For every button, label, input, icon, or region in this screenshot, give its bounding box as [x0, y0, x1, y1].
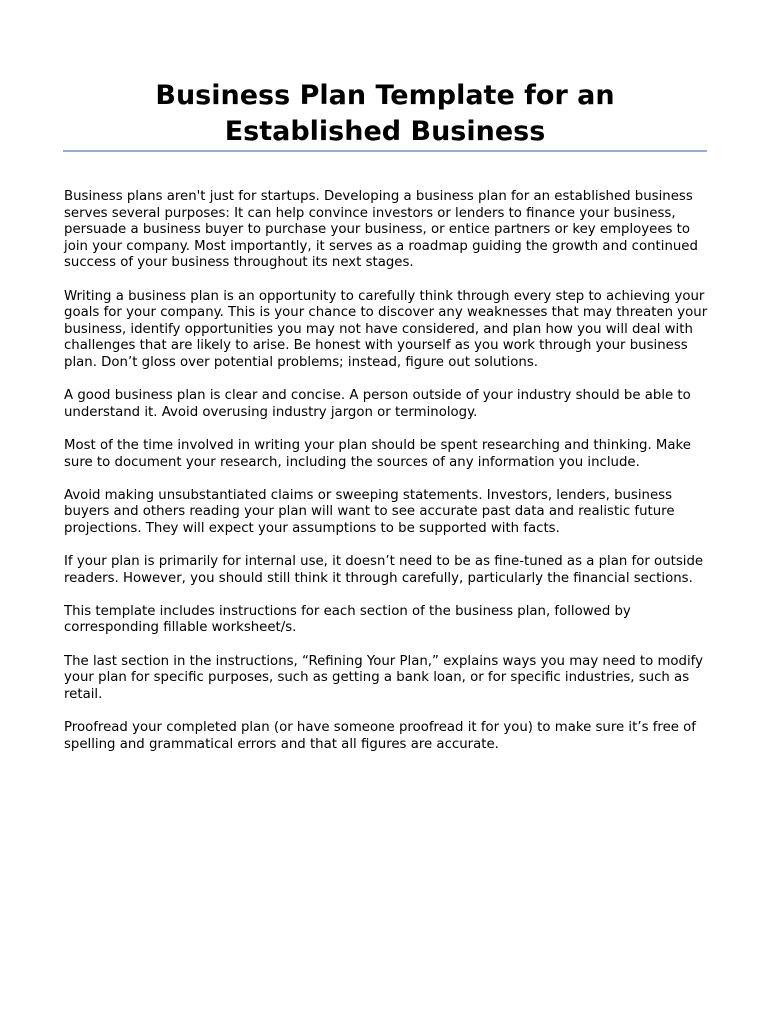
paragraph-clear-concise: A good business plan is clear and concise. A person outside of your industry should be able to understand it. Avoid overusing industry jargon or terminology. — [64, 388, 691, 420]
paragraph-intro: Business plans aren't just for startups. Developing a business plan for an established business serves several purposes: It can help convince investors or lenders to finance your business, persuade a business buyer to purchase your business, or entice partners or key employees to join your company. Most importantly, it serves as a roadmap guiding the growth and continued success of your business throughout its next stages. — [64, 189, 698, 271]
paragraph-opportunity: Writing a business plan is an opportunity to carefully think through every step to achieving your goals for your company. This is your chance to discover any weaknesses that may threaten your business, identify opportunities you may not have considered, and plan how you will deal with challenges that are likely to arise. Be honest with yourself as you work through your business plan. Don’t gloss over potential problems; instead, figure out solutions. — [64, 288, 708, 370]
paragraph-research: Most of the time involved in writing your plan should be spent researching and thinking. Make sure to document your research, including the sources of any information you include. — [64, 437, 691, 470]
document-body — [64, 189, 710, 770]
document-title: Business Plan Template for an Established Business — [155, 80, 615, 147]
paragraph-refining: The last section in the instructions, “Refining Your Plan,” explains ways you may need to modify your plan for specific purposes, such as getting a bank loan, or for specific industries, such as retail. — [64, 653, 703, 702]
paragraph-template-info: This template includes instructions for each section of the business plan, followed by corresponding fillable worksheet/s. — [64, 603, 631, 636]
paragraph-claims: Avoid making unsubstantiated claims or sweeping statements. Investors, lenders, business buyers and others reading your plan will want to see accurate past data and realistic future projections. They will expect your assumptions to be supported with facts. — [64, 487, 675, 536]
paragraph-proofread: Proofread your completed plan (or have someone proofread it for you) to make sure it’s free of spelling and grammatical errors and that all figures are accurate. — [64, 720, 696, 752]
title-underline-rule — [63, 150, 707, 152]
paragraph-internal-use: If your plan is primarily for internal use, it doesn’t need to be as fine-tuned as a plan for outside readers. However, you should still think it through carefully, particularly the financial sections. — [64, 554, 704, 586]
